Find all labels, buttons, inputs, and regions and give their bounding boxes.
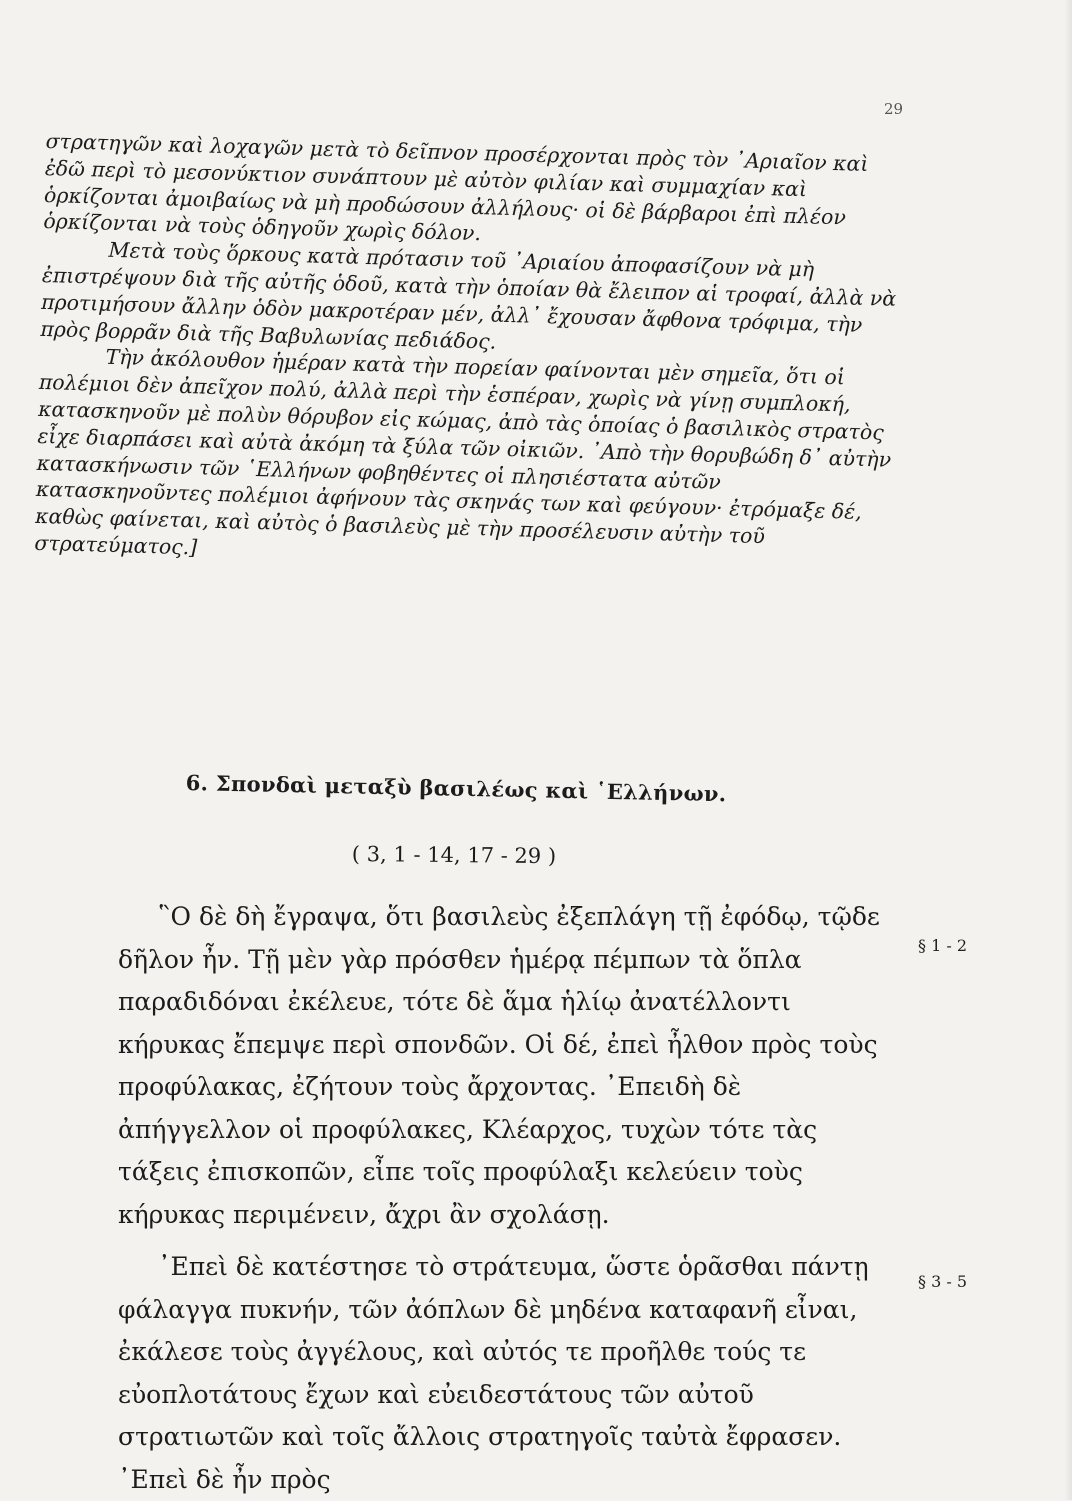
- commentary-paragraph: Τὴν ἀκόλουθον ἡμέραν κατὰ τὴν πορείαν φαίνονται μὲν σημεῖα, ὅτι οἱ πολέμιοι δὲν ἀπεῖχον πολύ, ἀλλὰ περὶ τὴν ἑσπέραν, χωρὶς νὰ γίνῃ συμπλοκή, κατασκηνοῦν μὲ πολὺν θόρυβον εἰς κώμας, ἀπὸ τὰς ὁποίας ὁ βασιλικὸς στρατὸς εἶχε διαρπάσει καὶ αὐτὰ ἀκόμη τὰ ξύλα τῶν οἰκιῶν. ᾿Απὸ τὴν θορυβώδη δ᾿ αὐτὴν κατασκήνωσιν τῶν ῾Ελλήνων φοβηθέντες οἱ πλησιέστατα αὐτῶν κατασκηνοῦντες πολέμιοι ἀφήνουν τὰς σκηνάς των καὶ φεύγουν· ἐτρόμαξε δέ, καθὼς φαίνεται, καὶ αὐτὸς ὁ βασιλεὺς μὲ τὴν προσέλευσιν αὐτὴν τοῦ στρατεύματος.]: [34, 345, 892, 560]
- margin-section-ref: § 3 - 5: [918, 1272, 968, 1291]
- greek-source-text: [118, 896, 898, 1501]
- section-heading: 6. Σπονδαὶ μεταξὺ βασιλέως καὶ ῾Ελλήνων.: [185, 770, 727, 807]
- page-edge-shadow: [1064, 0, 1072, 1500]
- commentary-paragraph: Μετὰ τοὺς ὅρκους κατὰ πρότασιν τοῦ ᾿Αριαίου ἀποφασίζουν νὰ μὴ ἐπιστρέψουν διὰ τῆς αὐτῆς ὁδοῦ, κατὰ τὴν ὁποίαν θὰ ἔλειπον αἱ τροφαί, ἀλλὰ νὰ προτιμήσουν ἄλλην ὁδὸν μακροτέραν μέν, ἀλλ᾿ ἔχουσαν ἄφθονα τρόφιμα, τὴν πρὸς βορρᾶν διὰ τῆς Βαβυλωνίας πεδιάδος.: [40, 237, 897, 354]
- section-reference: ( 3, 1 - 14, 17 - 29 ): [351, 842, 557, 869]
- source-paragraph: ῝Ο δὲ δὴ ἔγραψα, ὅτι βασιλεὺς ἐξεπλάγη τῇ ἐφόδῳ, τῷδε δῆλον ἦν. Τῇ μὲν γὰρ πρόσθεν ἡμέρᾳ πέμπων τὰ ὅπλα παραδιδόναι ἐκέλευε, τότε δὲ ἅμα ἡλίῳ ἀνατέλλοντι κήρυκας ἔπεμψε περὶ σπονδῶν. Οἱ δέ, ἐπεὶ ἦλθον πρὸς τοὺς προφύλακας, ἐζήτουν τοὺς ἄρχοντας. ᾿Επειδὴ δὲ ἀπήγγελλον οἱ προφύλακες, Κλέαρχος, τυχὼν τότε τὰς τάξεις ἐπισκοπῶν, εἶπε τοῖς προφύλαξι κελεύειν τοὺς κήρυκας περιμένειν, ἄχρι ἂν σχολάσῃ.: [118, 902, 880, 1229]
- commentary-paragraph: στρατηγῶν καὶ λοχαγῶν μετὰ τὸ δεῖπνον προσέρχονται πρὸς τὸν ᾿Αριαῖον καὶ ἐδῶ περὶ τὸ μεσονύκτιον συνάπτουν μὲ αὐτὸν φιλίαν καὶ συμμαχίαν καὶ ὁρκίζονται ἀμοιβαίως νὰ μὴ προδώσουν ἀλλήλους· οἱ δὲ βάρβαροι ἐπὶ πλέον ὁρκίζονται νὰ τοὺς ὁδηγοῦν χωρὶς δόλον.: [43, 128, 869, 246]
- page-number: 29: [884, 100, 904, 118]
- margin-section-ref: § 1 - 2: [918, 936, 968, 955]
- commentary-text: [34, 128, 912, 581]
- source-paragraph: ᾿Επεὶ δὲ κατέστησε τὸ στράτευμα, ὥστε ὁρᾶσθαι πάντῃ φάλαγγα πυκνήν, τῶν ἀόπλων δὲ μηδένα καταφανῆ εἶναι, ἐκάλεσε τοὺς ἀγγέλους, καὶ αὐτός τε προῆλθε τούς τε εὐοπλοτάτους ἔχων καὶ εὐειδεστάτους τῶν αὐτοῦ στρατιωτῶν καὶ τοῖς ἄλλοις στρατηγοῖς ταὐτὰ ἔφρασεν. ᾿Επεὶ δὲ ἦν πρὸς: [118, 1252, 869, 1494]
